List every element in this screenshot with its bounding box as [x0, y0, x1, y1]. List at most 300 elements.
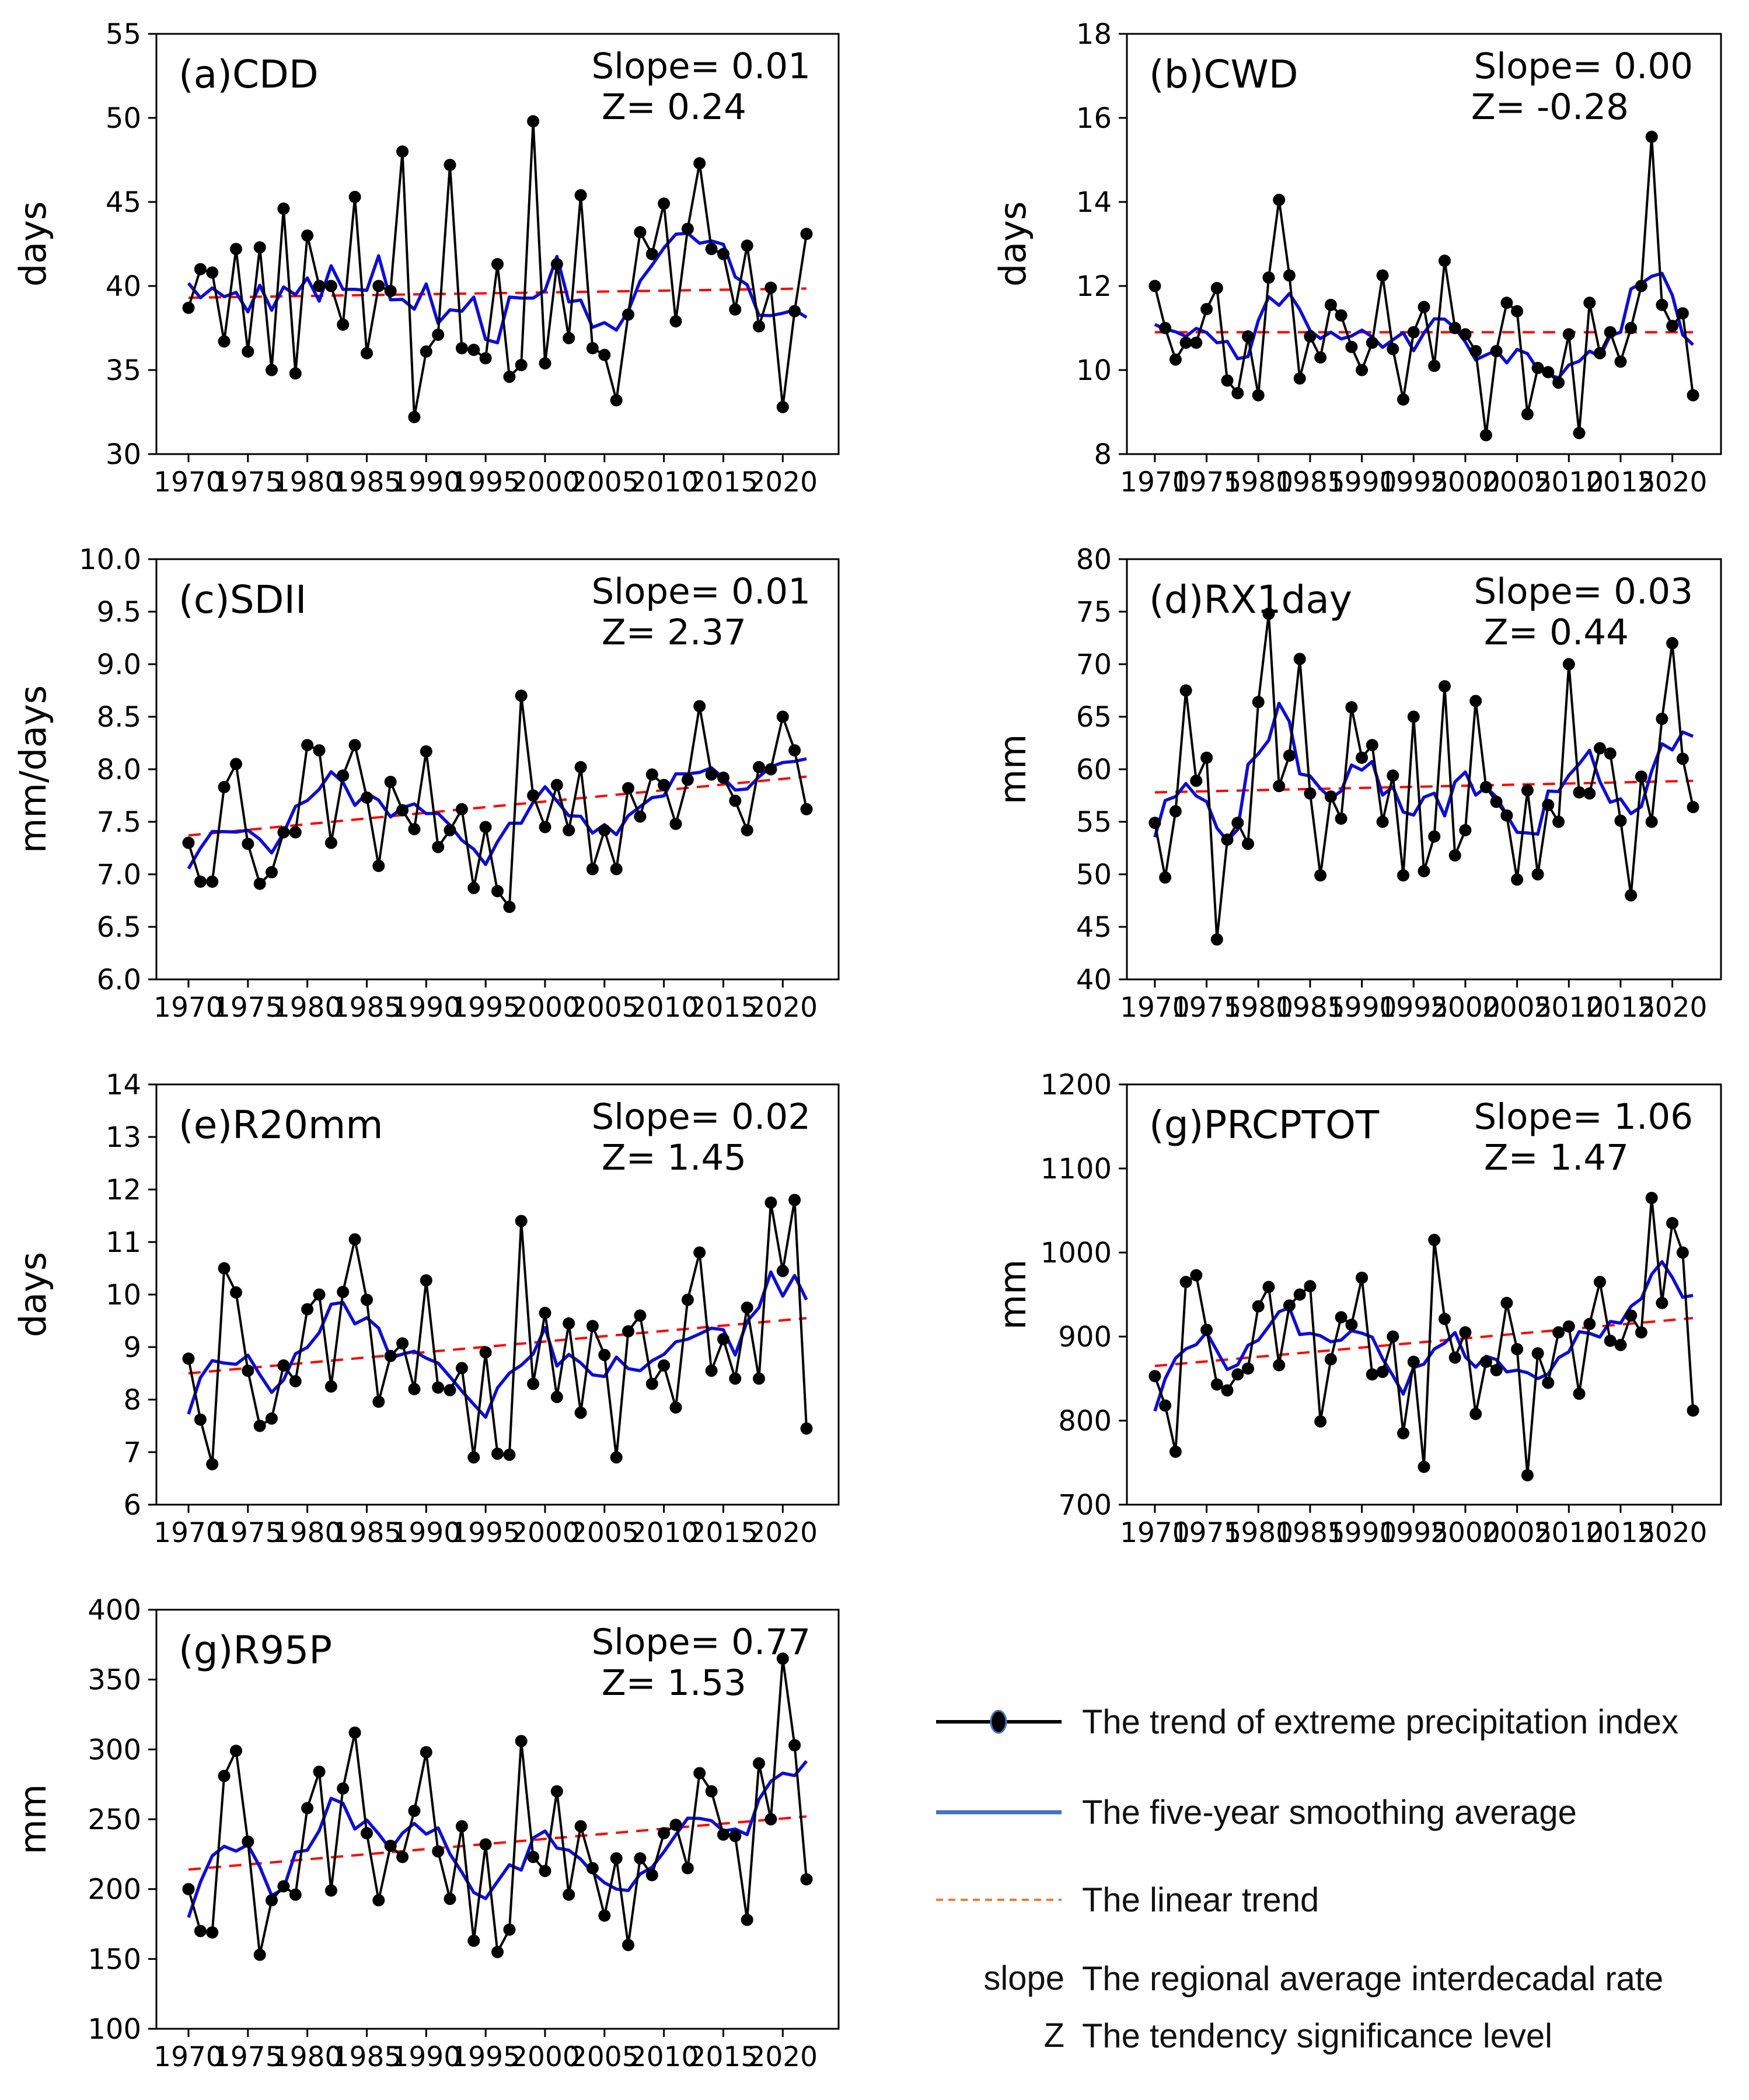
data-point	[396, 1851, 409, 1863]
data-point	[1635, 1326, 1647, 1338]
y-axis-title: days	[992, 201, 1034, 287]
data-point	[515, 1215, 528, 1227]
data-point	[325, 280, 337, 292]
y-tick-label: 1100	[1040, 1153, 1112, 1185]
data-point	[1356, 752, 1368, 764]
data-point	[1294, 372, 1306, 385]
x-tick-label: 1990	[391, 992, 462, 1024]
data-point	[658, 1827, 670, 1839]
legend-label: The linear trend	[1082, 1881, 1319, 1919]
data-point	[527, 115, 539, 127]
x-tick-label: 1995	[1378, 1517, 1449, 1549]
data-point	[1428, 1234, 1440, 1246]
x-tick-label: 2005	[1482, 1517, 1552, 1549]
data-point	[325, 1885, 337, 1897]
x-tick-label: 1985	[331, 1517, 402, 1549]
data-point	[301, 1303, 313, 1316]
data-point	[1511, 305, 1523, 318]
y-axis	[1041, 1069, 1127, 1522]
data-point	[230, 1286, 242, 1299]
x-tick-label: 1980	[1223, 466, 1294, 498]
x-tick-label: 1975	[213, 466, 283, 498]
data-point	[527, 1851, 539, 1863]
y-tick-label: 45	[1076, 911, 1112, 944]
data-point	[1573, 427, 1586, 439]
data-point	[1625, 322, 1637, 334]
data-point	[551, 258, 563, 270]
data-point	[693, 700, 706, 713]
x-tick-label: 2005	[569, 1517, 640, 1549]
data-point	[1687, 389, 1699, 402]
data-point	[1180, 1276, 1192, 1288]
x-tick-label: 1970	[1120, 466, 1190, 498]
data-point	[1428, 360, 1440, 372]
data-point	[587, 1862, 599, 1874]
y-tick-label: 7	[123, 1436, 141, 1469]
y-axis	[1076, 543, 1127, 996]
y-tick-label: 700	[1058, 1489, 1112, 1522]
data-point	[1490, 796, 1503, 808]
data-point	[206, 1458, 218, 1470]
chart-title: (d)RX1day	[1149, 577, 1352, 622]
data-point	[551, 1391, 563, 1403]
data-point	[1594, 347, 1606, 360]
data-point	[432, 1846, 444, 1858]
x-tick-label: 2010	[629, 992, 699, 1024]
data-point	[801, 1873, 813, 1885]
data-point	[764, 281, 777, 294]
x-tick-label: 2015	[688, 992, 759, 1024]
x-tick-label: 1980	[272, 2041, 343, 2073]
data-point	[682, 223, 694, 235]
data-point	[1521, 784, 1534, 797]
data-point	[1656, 1297, 1668, 1309]
x-tick-label: 1990	[1326, 992, 1397, 1024]
y-tick-label: 14	[105, 1069, 141, 1101]
data-point	[480, 1839, 492, 1851]
slope-annotation: Slope= 0.03	[1474, 571, 1693, 612]
data-point	[706, 1365, 718, 1377]
data-point	[1542, 366, 1554, 378]
data-point	[646, 769, 658, 781]
data-point	[277, 1880, 289, 1892]
data-point	[610, 394, 623, 406]
x-axis	[1120, 454, 1707, 498]
data-point	[183, 302, 195, 314]
data-point	[801, 228, 813, 240]
data-point	[646, 1869, 658, 1881]
y-tick-label: 7.5	[96, 806, 141, 839]
data-point	[325, 837, 337, 849]
data-point	[408, 823, 420, 835]
slope-annotation: Slope= 0.02	[591, 1096, 811, 1138]
data-point	[1408, 711, 1420, 723]
data-point	[385, 1350, 397, 1362]
data-point	[1511, 1343, 1523, 1355]
data-point	[242, 346, 254, 358]
data-point	[1263, 271, 1275, 284]
data-point	[1294, 1289, 1306, 1301]
z-annotation: Z= 0.24	[601, 86, 746, 128]
plot-frame	[1127, 34, 1721, 454]
chart-title: (e)R20mm	[179, 1103, 383, 1147]
data-point	[1500, 1297, 1513, 1309]
data-point	[670, 315, 682, 327]
data-point	[1677, 1247, 1689, 1259]
data-point	[1190, 337, 1202, 349]
x-tick-label: 1980	[1223, 1517, 1294, 1549]
data-point	[1387, 769, 1399, 782]
data-point	[1397, 869, 1409, 881]
data-point	[1552, 1326, 1565, 1338]
y-tick-label: 80	[1076, 543, 1112, 576]
data-point	[646, 248, 658, 260]
data-point	[313, 280, 326, 292]
x-tick-label: 2000	[1430, 466, 1500, 498]
x-tick-label: 2005	[1482, 466, 1552, 498]
data-point	[254, 1949, 266, 1961]
chart-rx1day	[875, 525, 1749, 1051]
data-point	[658, 197, 670, 210]
x-tick-label: 1985	[1275, 992, 1345, 1024]
y-axis-title: mm	[12, 1784, 54, 1855]
data-point	[753, 1757, 765, 1770]
data-point	[1604, 748, 1617, 760]
y-tick-label: 6.0	[96, 964, 141, 996]
data-point	[372, 1894, 385, 1906]
data-point	[337, 1286, 349, 1298]
data-point	[1552, 376, 1565, 389]
data-point	[1345, 341, 1357, 353]
data-point	[706, 243, 718, 255]
y-axis-title: mm/days	[12, 685, 54, 854]
data-point	[1646, 1192, 1658, 1204]
data-point	[349, 1726, 361, 1739]
data-point	[1583, 787, 1596, 800]
data-point	[491, 1447, 504, 1460]
x-tick-label: 2020	[748, 466, 818, 498]
legend-label: The tendency significance level	[1082, 2017, 1553, 2055]
x-tick-label: 2010	[1534, 992, 1604, 1024]
data-point	[1231, 387, 1244, 399]
data-point	[1500, 296, 1513, 309]
y-axis-title: mm	[992, 1259, 1034, 1330]
x-tick-label: 1980	[272, 1517, 343, 1549]
data-point	[741, 1914, 753, 1926]
y-tick-label: 10	[1076, 354, 1112, 387]
data-point	[503, 901, 515, 913]
data-point	[467, 1935, 480, 1947]
data-point	[491, 258, 504, 270]
y-tick-label: 10	[105, 1279, 141, 1311]
y-axis	[88, 1594, 156, 2046]
data-point	[1200, 303, 1213, 315]
data-point	[658, 1359, 670, 1372]
data-point	[622, 309, 634, 321]
data-point	[218, 781, 231, 793]
data-point	[622, 1325, 634, 1338]
data-point	[587, 342, 599, 354]
data-point	[1469, 1408, 1482, 1420]
data-point	[456, 1820, 468, 1833]
data-point	[349, 1233, 361, 1246]
y-axis	[1076, 18, 1127, 471]
z-annotation: Z= 2.37	[601, 612, 746, 653]
data-point	[598, 1349, 610, 1361]
data-point	[764, 1813, 777, 1826]
data-point	[1314, 351, 1326, 364]
y-tick-label: 10.0	[79, 543, 141, 576]
x-tick-label: 1985	[1275, 1517, 1345, 1549]
data-point	[420, 346, 432, 358]
x-tick-label: 2000	[1430, 992, 1500, 1024]
data-point	[515, 1735, 528, 1747]
data-point	[361, 347, 373, 360]
data-point	[1387, 1331, 1399, 1343]
x-tick-label: 1995	[1378, 466, 1449, 498]
data-point	[753, 1373, 765, 1385]
data-point	[242, 1836, 254, 1848]
chart-cdd	[0, 0, 875, 525]
data-point	[1252, 389, 1265, 402]
data-point	[254, 241, 266, 253]
x-tick-label: 2005	[569, 992, 640, 1024]
x-tick-label: 1980	[272, 992, 343, 1024]
data-point	[1148, 280, 1161, 292]
data-point	[1148, 817, 1161, 829]
x-tick-label: 2010	[629, 2041, 699, 2073]
data-point	[788, 1739, 801, 1752]
legend-key-z: Z	[1043, 2017, 1064, 2054]
data-point	[1397, 393, 1409, 406]
data-point	[801, 803, 813, 815]
x-tick-label: 2015	[688, 2041, 759, 2073]
y-tick-label: 14	[1076, 186, 1112, 219]
data-point	[515, 690, 528, 702]
y-tick-label: 35	[105, 354, 141, 387]
data-point	[706, 769, 718, 781]
x-tick-label: 1975	[213, 1517, 283, 1549]
data-point	[1449, 849, 1461, 861]
data-point	[634, 811, 646, 823]
data-point	[610, 1452, 623, 1464]
y-tick-label: 300	[88, 1733, 141, 1767]
trend-line	[1155, 781, 1693, 793]
data-point	[266, 866, 278, 878]
data-point	[372, 280, 385, 292]
data-point	[301, 1802, 313, 1814]
data-point	[1356, 364, 1368, 376]
y-tick-label: 8.5	[96, 701, 141, 734]
x-tick-label: 1970	[1120, 1517, 1190, 1549]
data-point	[1490, 1364, 1503, 1376]
data-point	[717, 248, 729, 260]
x-tick-label: 2010	[629, 466, 699, 498]
data-point	[254, 1420, 266, 1432]
data-point	[1200, 1324, 1213, 1336]
data-point	[1573, 1387, 1586, 1400]
data-point	[1356, 1272, 1368, 1284]
data-point	[741, 824, 753, 836]
slope-annotation: Slope= 0.01	[591, 571, 811, 612]
z-annotation: Z= -0.28	[1471, 86, 1629, 128]
data-point	[587, 863, 599, 875]
data-point	[1469, 695, 1482, 707]
y-tick-label: 9.0	[96, 648, 141, 681]
x-axis	[153, 979, 818, 1024]
data-point	[337, 1782, 349, 1795]
y-axis	[79, 543, 156, 996]
data-point	[230, 1745, 242, 1757]
data-point	[444, 159, 456, 171]
legend-label: The trend of extreme precipitation index	[1082, 1703, 1678, 1741]
data-point	[1304, 1280, 1316, 1292]
data-point	[1231, 1368, 1244, 1380]
data-point	[610, 1853, 623, 1865]
y-tick-label: 55	[105, 18, 141, 51]
slope-annotation: Slope= 1.06	[1474, 1096, 1693, 1138]
data-point	[396, 1337, 409, 1349]
data-point	[408, 1383, 420, 1396]
y-axis-title: days	[12, 201, 54, 287]
chart-sdii	[0, 525, 875, 1051]
data-point	[337, 319, 349, 331]
data-point	[1325, 1353, 1337, 1365]
data-point	[1221, 833, 1234, 846]
data-point	[1314, 869, 1326, 881]
data-point	[1439, 1313, 1451, 1325]
data-point	[575, 1820, 587, 1833]
data-point	[266, 1894, 278, 1906]
data-point	[777, 711, 789, 723]
y-tick-label: 40	[105, 270, 141, 303]
data-point	[194, 1925, 207, 1937]
x-tick-label: 1985	[331, 992, 402, 1024]
chart-rx1day-svg	[875, 525, 1749, 1051]
data-point	[1480, 1356, 1492, 1368]
data-point	[1294, 653, 1306, 665]
data-point	[670, 1401, 682, 1414]
x-tick-label: 1990	[391, 466, 462, 498]
data-point	[670, 1819, 682, 1831]
data-point	[385, 285, 397, 297]
data-point	[396, 145, 409, 158]
y-tick-label: 400	[88, 1594, 141, 1627]
x-tick-label: 1975	[213, 992, 283, 1024]
y-tick-label: 350	[88, 1663, 141, 1697]
chart-title: (c)SDII	[179, 577, 307, 622]
data-point	[1635, 770, 1647, 783]
data-point	[1480, 429, 1492, 441]
x-tick-label: 1975	[1171, 992, 1242, 1024]
data-point	[1170, 1446, 1182, 1458]
dashed-line-icon	[933, 1865, 1064, 1935]
chart-sdii-svg	[0, 525, 875, 1051]
data-point	[385, 1840, 397, 1852]
data-point	[503, 1449, 515, 1461]
series-points	[1148, 1192, 1699, 1481]
chart-r20mm-svg	[0, 1051, 875, 1576]
x-axis	[153, 1505, 818, 1549]
y-axis	[106, 1069, 156, 1522]
legend	[875, 1576, 1749, 2100]
chart-title: (b)CWD	[1149, 52, 1298, 97]
data-point	[539, 821, 551, 833]
data-point	[1532, 868, 1544, 881]
data-point	[1469, 345, 1482, 357]
data-point	[230, 758, 242, 770]
x-tick-label: 1970	[153, 992, 224, 1024]
data-point	[1552, 816, 1565, 828]
data-point	[1459, 824, 1471, 836]
data-point	[480, 1346, 492, 1359]
data-point	[764, 763, 777, 776]
x-tick-label: 2015	[1586, 992, 1656, 1024]
data-point	[1170, 805, 1182, 818]
data-point	[563, 824, 575, 836]
data-point	[634, 1310, 646, 1322]
data-point	[194, 263, 207, 275]
y-axis-title: mm	[992, 734, 1034, 805]
data-point	[1304, 330, 1316, 343]
legend-item-z	[875, 2001, 1749, 2071]
data-point	[598, 824, 610, 836]
data-point	[741, 1302, 753, 1314]
data-point	[1242, 1362, 1254, 1375]
data-point	[1656, 713, 1668, 725]
data-point	[1635, 280, 1647, 292]
x-tick-label: 1985	[331, 2041, 402, 2073]
data-point	[1583, 1318, 1596, 1330]
data-point	[563, 332, 575, 344]
x-tick-label: 1990	[1326, 1517, 1397, 1549]
data-point	[337, 769, 349, 782]
data-point	[764, 1196, 777, 1209]
x-tick-label: 1970	[153, 1517, 224, 1549]
data-point	[491, 885, 504, 897]
data-point	[503, 1924, 515, 1936]
data-point	[491, 1946, 504, 1958]
y-tick-label: 75	[1076, 596, 1112, 629]
y-tick-label: 9	[123, 1331, 141, 1364]
data-point	[1573, 786, 1586, 798]
y-tick-label: 900	[1058, 1321, 1112, 1354]
data-point	[575, 1407, 587, 1419]
legend-item-linear-trend	[875, 1865, 1749, 1935]
data-point	[1335, 812, 1347, 825]
data-point	[1563, 328, 1575, 340]
data-point	[1148, 1370, 1161, 1382]
data-point	[289, 1889, 302, 1901]
data-point	[1687, 1404, 1699, 1417]
z-annotation: Z= 1.47	[1483, 1137, 1629, 1178]
y-tick-label: 6.5	[96, 911, 141, 944]
data-point	[183, 1883, 195, 1895]
data-point	[515, 359, 528, 371]
x-tick-label: 2000	[510, 1517, 580, 1549]
data-point	[218, 336, 231, 348]
data-point	[194, 875, 207, 888]
data-point	[289, 367, 302, 379]
slope-annotation: Slope= 0.01	[591, 46, 811, 87]
series-line	[188, 696, 807, 907]
y-tick-label: 100	[88, 2013, 141, 2046]
data-point	[1521, 1469, 1534, 1481]
data-point	[1583, 296, 1596, 309]
data-point	[1283, 749, 1296, 762]
data-point	[622, 782, 634, 794]
y-tick-label: 12	[1076, 270, 1112, 303]
